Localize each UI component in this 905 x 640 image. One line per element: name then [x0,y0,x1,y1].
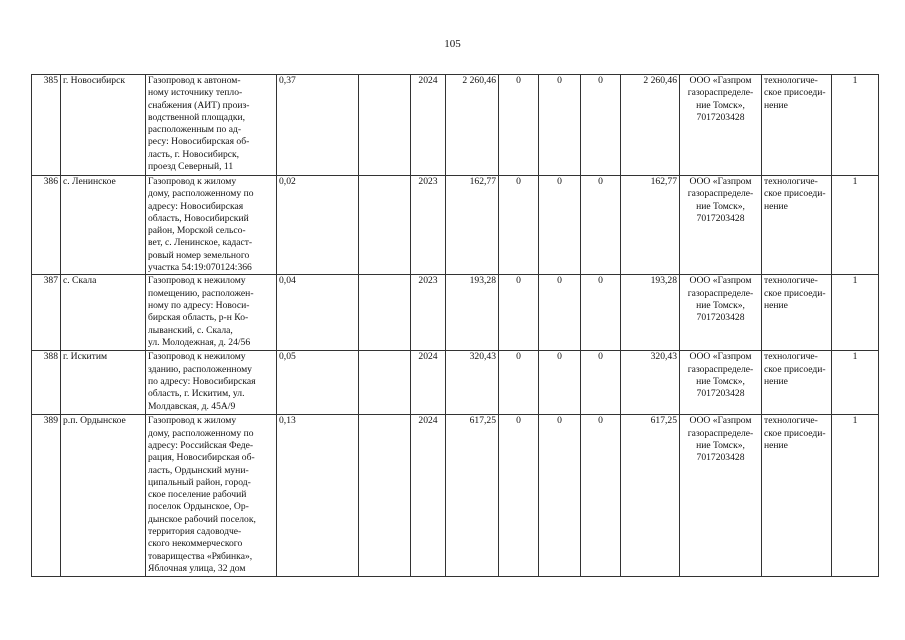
year-cell: 2024 [411,351,446,415]
organization-cell: ООО «Газпром газораспределе- ние Томск», 7017203428 [680,75,762,176]
value-cell-1: 0 [499,415,539,577]
value-cell-2: 0 [539,415,581,577]
year-cell: 2024 [411,415,446,577]
organization-cell: ООО «Газпром газораспределе- ние Томск», 7017203428 [680,176,762,275]
connection-type-cell: технологиче- ское присоеди- нение [762,415,832,577]
value-cell-1: 0 [499,275,539,351]
year-cell: 2024 [411,75,446,176]
description-cell: Газопровод к автоном- ному источнику тепло- снабжения (АИТ) произ- водственной площадки, расположенным по ад- ресу: Новосибирская об- ласть, г. Новосибирск, проезд Северный, 11 [146,75,277,176]
value-cell-2: 0 [539,275,581,351]
settlement-cell: с. Скала [61,275,146,351]
settlement-cell: г. Новосибирск [61,75,146,176]
length-cell: 0,05 [277,351,359,415]
organization-cell: ООО «Газпром газораспределе- ние Томск», 7017203428 [680,415,762,577]
count-cell: 1 [832,176,879,275]
cost-cell: 162,77 [446,176,499,275]
value-cell-2: 0 [539,351,581,415]
count-cell: 1 [832,351,879,415]
organization-cell: ООО «Газпром газораспределе- ние Томск», 7017203428 [680,351,762,415]
year-cell: 2023 [411,176,446,275]
settlement-cell: с. Ленинское [61,176,146,275]
length-cell: 0,02 [277,176,359,275]
page-number: 105 [444,38,461,50]
description-cell: Газопровод к жилому дому, расположенному по адресу: Новосибирская область, Новосибирский район, Морской сельсо- вет, с. Ленинское, кадаст- ровый номер земельного участка 54:19:070124:366 [146,176,277,275]
empty-cell [359,75,411,176]
total-cell: 193,28 [621,275,680,351]
year-cell: 2023 [411,275,446,351]
count-cell: 1 [832,415,879,577]
cost-cell: 617,25 [446,415,499,577]
row-number: 389 [32,415,61,577]
description-cell: Газопровод к нежилому зданию, расположенному по адресу: Новосибирская область, г. Искитим, ул. Молдавская, д. 45А/9 [146,351,277,415]
row-number: 387 [32,275,61,351]
empty-cell [359,415,411,577]
value-cell-1: 0 [499,176,539,275]
value-cell-3: 0 [581,176,621,275]
total-cell: 162,77 [621,176,680,275]
row-number: 385 [32,75,61,176]
settlement-cell: р.п. Ордынское [61,415,146,577]
value-cell-2: 0 [539,176,581,275]
cost-cell: 2 260,46 [446,75,499,176]
value-cell-3: 0 [581,75,621,176]
cost-cell: 320,43 [446,351,499,415]
organization-cell: ООО «Газпром газораспределе- ние Томск», 7017203428 [680,275,762,351]
connection-type-cell: технологиче- ское присоеди- нение [762,351,832,415]
count-cell: 1 [832,275,879,351]
length-cell: 0,37 [277,75,359,176]
registry-table [31,74,879,577]
table-row [32,275,879,351]
row-number: 386 [32,176,61,275]
count-cell: 1 [832,75,879,176]
description-cell: Газопровод к жилому дому, расположенному по адресу: Российская Феде- рация, Новосибирская об- ласть, Ордынский муни- ципальный район, город- ское поселение рабочий поселок Ордынское, Ор- дынское рабочий поселок, территория садоводче- ского некоммерческого товарищества «Рябинка», Яблочная улица, 32 дом [146,415,277,577]
total-cell: 617,25 [621,415,680,577]
value-cell-3: 0 [581,415,621,577]
empty-cell [359,176,411,275]
table-row [32,351,879,415]
value-cell-3: 0 [581,351,621,415]
value-cell-1: 0 [499,75,539,176]
empty-cell [359,275,411,351]
total-cell: 320,43 [621,351,680,415]
value-cell-3: 0 [581,275,621,351]
table-row [32,75,879,176]
row-number: 388 [32,351,61,415]
length-cell: 0,13 [277,415,359,577]
total-cell: 2 260,46 [621,75,680,176]
table-row [32,176,879,275]
description-cell: Газопровод к нежилому помещению, расположен- ному по адресу: Новоси- бирская область, р-н Ко- лыванский, с. Скала, ул. Молодежная, д. 24/56 [146,275,277,351]
value-cell-1: 0 [499,351,539,415]
length-cell: 0,04 [277,275,359,351]
table-row [32,415,879,577]
connection-type-cell: технологиче- ское присоеди- нение [762,176,832,275]
cost-cell: 193,28 [446,275,499,351]
empty-cell [359,351,411,415]
connection-type-cell: технологиче- ское присоеди- нение [762,75,832,176]
value-cell-2: 0 [539,75,581,176]
settlement-cell: г. Искитим [61,351,146,415]
connection-type-cell: технологиче- ское присоеди- нение [762,275,832,351]
